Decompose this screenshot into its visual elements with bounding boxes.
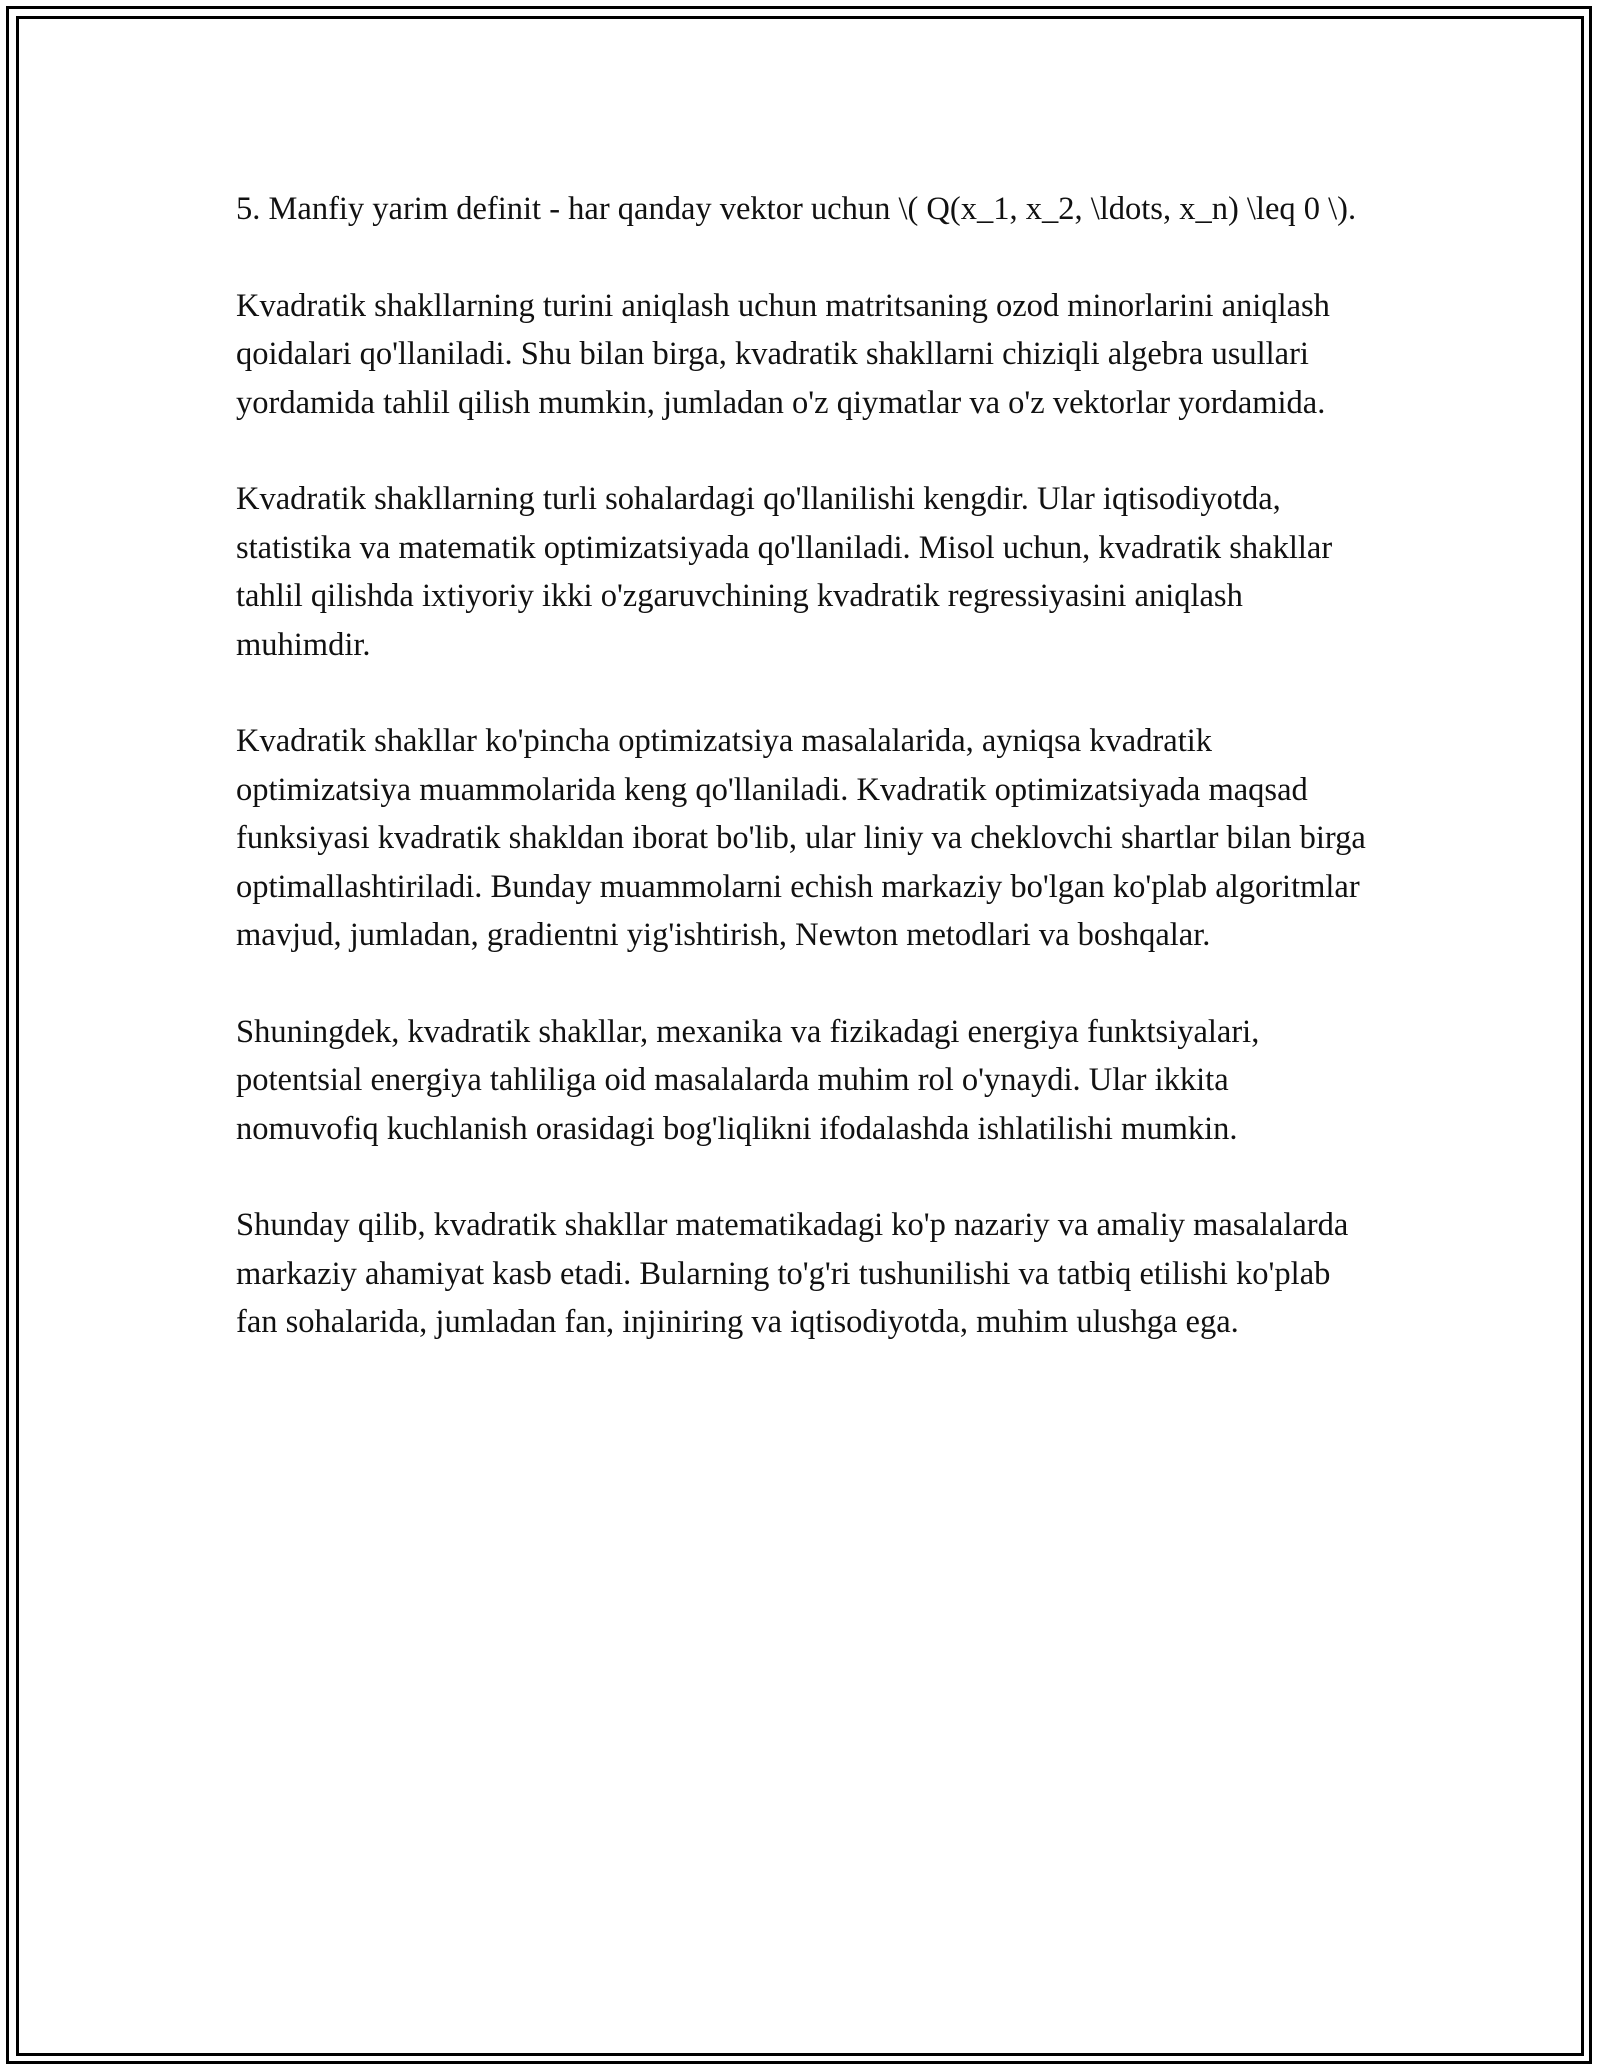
paragraph-conclusion: Shunday qilib, kvadratik shakllar matematikadagi ko'p nazariy va amaliy masalalarda markaziy ahamiyat kasb etadi. Bularning to'g'ri tushunilishi va tatbiq etilishi ko'plab fan sohalarida, jumladan fan, injiniring va iqtisodiyotda, muhim ulushga ega. — [236, 1207, 1349, 1341]
paragraph-applications: Kvadratik shakllarning turli sohalardagi qo'llanilishi kengdir. Ular iqtisodiyotda, statistika va matematik optimizatsiyada qo'llaniladi. Misol uchun, kvadratik shakllar tahlil qilishda ixtiyoriy ikki o'zgaruvchining kvadratik regressiyasini aniqlash muhimdir. — [236, 481, 1333, 663]
paragraph-negative-semidefinite: 5. Manfiy yarim definit - har qanday vektor uchun \( Q(x_1, x_2, \ldots, x_n) \leq 0 \). — [236, 191, 1357, 227]
paragraph-mechanics-physics: Shuningdek, kvadratik shakllar, mexanika va fizikadagi energiya funktsiyalari, potentsial energiya tahliliga oid masalalarda muhim rol o'ynaydi. Ular ikkita nomuvofiq kuchlanish orasidagi bog'liqlikni ifodalashda ishlatilishi mumkin. — [236, 1013, 1260, 1147]
document-body — [236, 185, 1376, 1395]
paragraph-type-determination: Kvadratik shakllarning turini aniqlash uchun matritsaning ozod minorlarini aniqlash qoidalari qo'llaniladi. Shu bilan birga, kvadratik shakllarni chiziqli algebra usullari yordamida tahlil qilish mumkin, jumladan o'z qiymatlar va o'z vektorlar yordamida. — [236, 287, 1330, 421]
paragraph-optimization: Kvadratik shakllar ko'pincha optimizatsiya masalalarida, ayniqsa kvadratik optimizatsiya muammolarida keng qo'llaniladi. Kvadratik optimizatsiyada maqsad funksiyasi kvadratik shakldan iborat bo'lib, ular liniy va cheklovchi shartlar bilan birga optimallashtiriladi. Bunday muammolarni echish markaziy bo'lgan ko'plab algoritmlar mavjud, jumladan, gradientni yig'ishtirish, Newton metodlari va boshqalar. — [236, 723, 1366, 954]
